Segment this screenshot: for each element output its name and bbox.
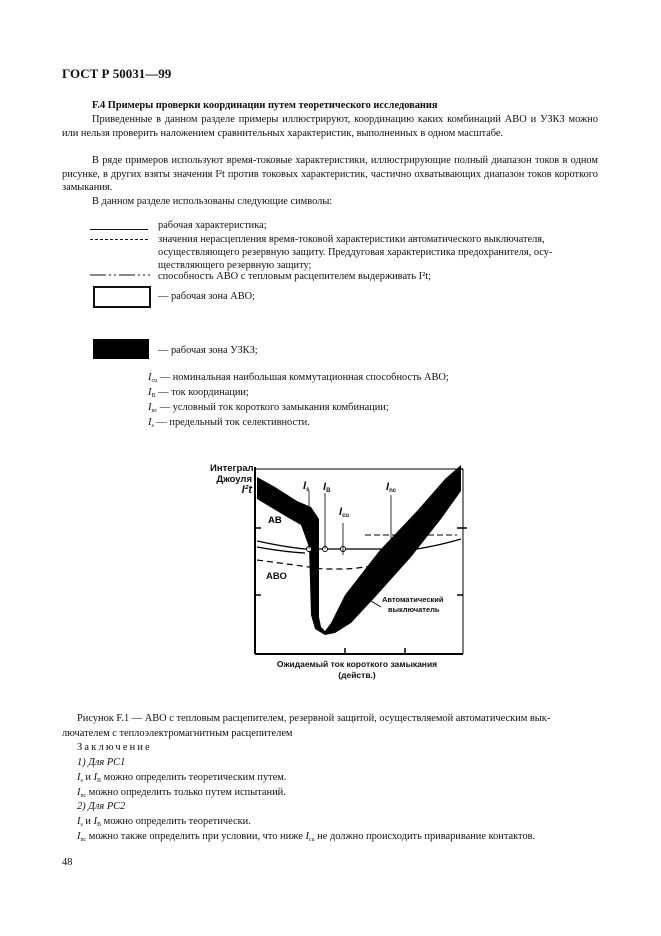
symbol-text: — ток координации;: [158, 387, 249, 398]
x-axis-label: [232, 659, 482, 681]
symbol-sub: B: [97, 822, 102, 828]
symbol-text: — предельный ток селективности.: [156, 417, 310, 428]
symbol-sub: s: [80, 778, 83, 784]
label-ib-main: I: [323, 481, 327, 493]
text: можно определить только путем испытаний.: [86, 787, 286, 798]
dashdot-line-sample: [90, 271, 150, 277]
y-axis-label: [210, 463, 252, 496]
uzkz-zone-sample: [93, 339, 149, 359]
symbol: I: [77, 772, 81, 783]
symbol-sub: nc: [151, 408, 158, 414]
text: можно определить теоретически.: [101, 816, 251, 827]
label-icu: [339, 506, 349, 519]
symbol-text: — условный ток короткого замыкания комбинации;: [159, 402, 389, 413]
symbol: I: [148, 402, 152, 413]
text: и: [82, 772, 94, 783]
text: можно определить теоретическим путем.: [101, 772, 287, 783]
paragraph-3: В данном разделе использованы следующие символы:: [92, 196, 333, 207]
label-inc-sub: nc: [389, 488, 397, 494]
y-axis-label-3: I²t: [241, 484, 252, 496]
y-axis-label-1: Интеграл: [210, 463, 254, 474]
avo-dashed-curve: [257, 560, 385, 569]
label-inc: [386, 481, 396, 494]
symbol: I: [148, 387, 152, 398]
x-axis-label-1: Ожидаемый ток короткого замыкания: [276, 659, 438, 669]
symbol: I: [77, 816, 81, 827]
conclusion-pc1: 1) Для PC1: [77, 757, 126, 768]
symbol-sub: B: [97, 778, 102, 784]
conclusion-pc2: 2) Для PC2: [77, 801, 126, 812]
legend-dashed-text-2: осуществляющего резервную защиту. Преддуговая характеристика предохранителя, осу-: [158, 247, 553, 258]
legend-avo-zone-text: — рабочая зона АВО;: [158, 291, 256, 302]
page-number: 48: [62, 857, 73, 868]
symbol: I: [93, 772, 98, 783]
symbol-sub: nc: [80, 837, 87, 843]
y-axis-label-2: Джоуля: [216, 474, 252, 485]
figure-caption-line-1: Рисунок F.1 — АВО с тепловым расцепителем, резервной защитой, осуществляемой автоматическим вык-: [77, 713, 551, 724]
symbol-sub: cu: [308, 837, 315, 843]
symbol-sub: nc: [80, 793, 87, 799]
label-ib-sub: B: [326, 488, 331, 494]
legend-dashdot-text: способность АВО с тепловым расцепителем выдерживать I²t;: [158, 271, 432, 282]
text: и: [82, 816, 94, 827]
symbol-sub: B: [151, 393, 156, 399]
section-title: F.4 Примеры проверки координации путем теоретического исследования: [92, 100, 438, 111]
solid-line-sample: [90, 229, 148, 230]
symbol: I: [93, 816, 98, 827]
legend-uzkz-zone-text: — рабочая зона УЗКЗ;: [158, 345, 258, 356]
label-is-sub: s: [306, 487, 310, 493]
symbol-sub: s: [151, 423, 154, 429]
dashed-line-sample: [90, 239, 148, 240]
symbol: I: [148, 417, 152, 428]
legend-dashed-text-1: значения нерасцепления время-токовой характеристики автоматического выключателя,: [158, 234, 545, 245]
symbol-sub: cu: [151, 378, 158, 384]
breaker-label-1: Автоматический: [382, 595, 444, 604]
label-ib: [323, 481, 330, 494]
symbol-text: — номинальная наибольшая коммутационная способность АВО;: [159, 372, 449, 383]
label-icu-sub: cu: [342, 513, 350, 519]
avo-zone-upper-curve: [257, 539, 461, 549]
figure-caption-line-2: лючателем с теплоэлектромагнитным расцепителем: [62, 728, 293, 739]
symbol-sub: s: [80, 822, 83, 828]
legend-dashed-text-3: ществляющего резервную защиту;: [158, 260, 312, 271]
avo-zone-sample: [93, 286, 151, 308]
text: не должно происходить приваривание контактов.: [314, 831, 536, 842]
symbol-row: [148, 416, 310, 434]
label-is: [303, 480, 309, 493]
label-avo: АВО: [266, 571, 287, 582]
label-icu-main: I: [339, 506, 343, 518]
symbol: I: [77, 831, 81, 842]
paragraph-2: В ряде примеров используют время-токовые характеристики, иллюстрирующие полный диапазон токов в одном рисунке, в других взяты значения I²t против токовых характеристик, частично охватывающих диапазон токов короткого замыкания.: [62, 155, 598, 193]
x-axis-label-2: (действ.): [338, 670, 376, 680]
conclusion-heading: Заключение: [77, 742, 152, 753]
legend-solid-text: рабочая характеристика;: [158, 220, 267, 231]
symbol: I: [77, 787, 81, 798]
label-inc-main: I: [386, 481, 390, 493]
label-is-main: I: [303, 480, 307, 492]
text: можно также определить при условии, что ниже: [86, 831, 306, 842]
symbol: I: [305, 831, 309, 842]
symbol: I: [148, 372, 152, 383]
breaker-label-2: выключатель: [388, 605, 440, 614]
conclusion-pc2-line-b: [77, 830, 597, 848]
breaker-label: [382, 595, 443, 615]
label-ab: АВ: [268, 515, 282, 526]
paragraph-1: Приведенные в данном разделе примеры иллюстрируют, координацию каких комбинаций АВО и УЗКЗ можно или нельзя проверить наложением сравнительных характеристик, выполненных в одном масштабе.: [62, 114, 598, 139]
doc-number: ГОСТ Р 50031—99: [62, 66, 172, 81]
